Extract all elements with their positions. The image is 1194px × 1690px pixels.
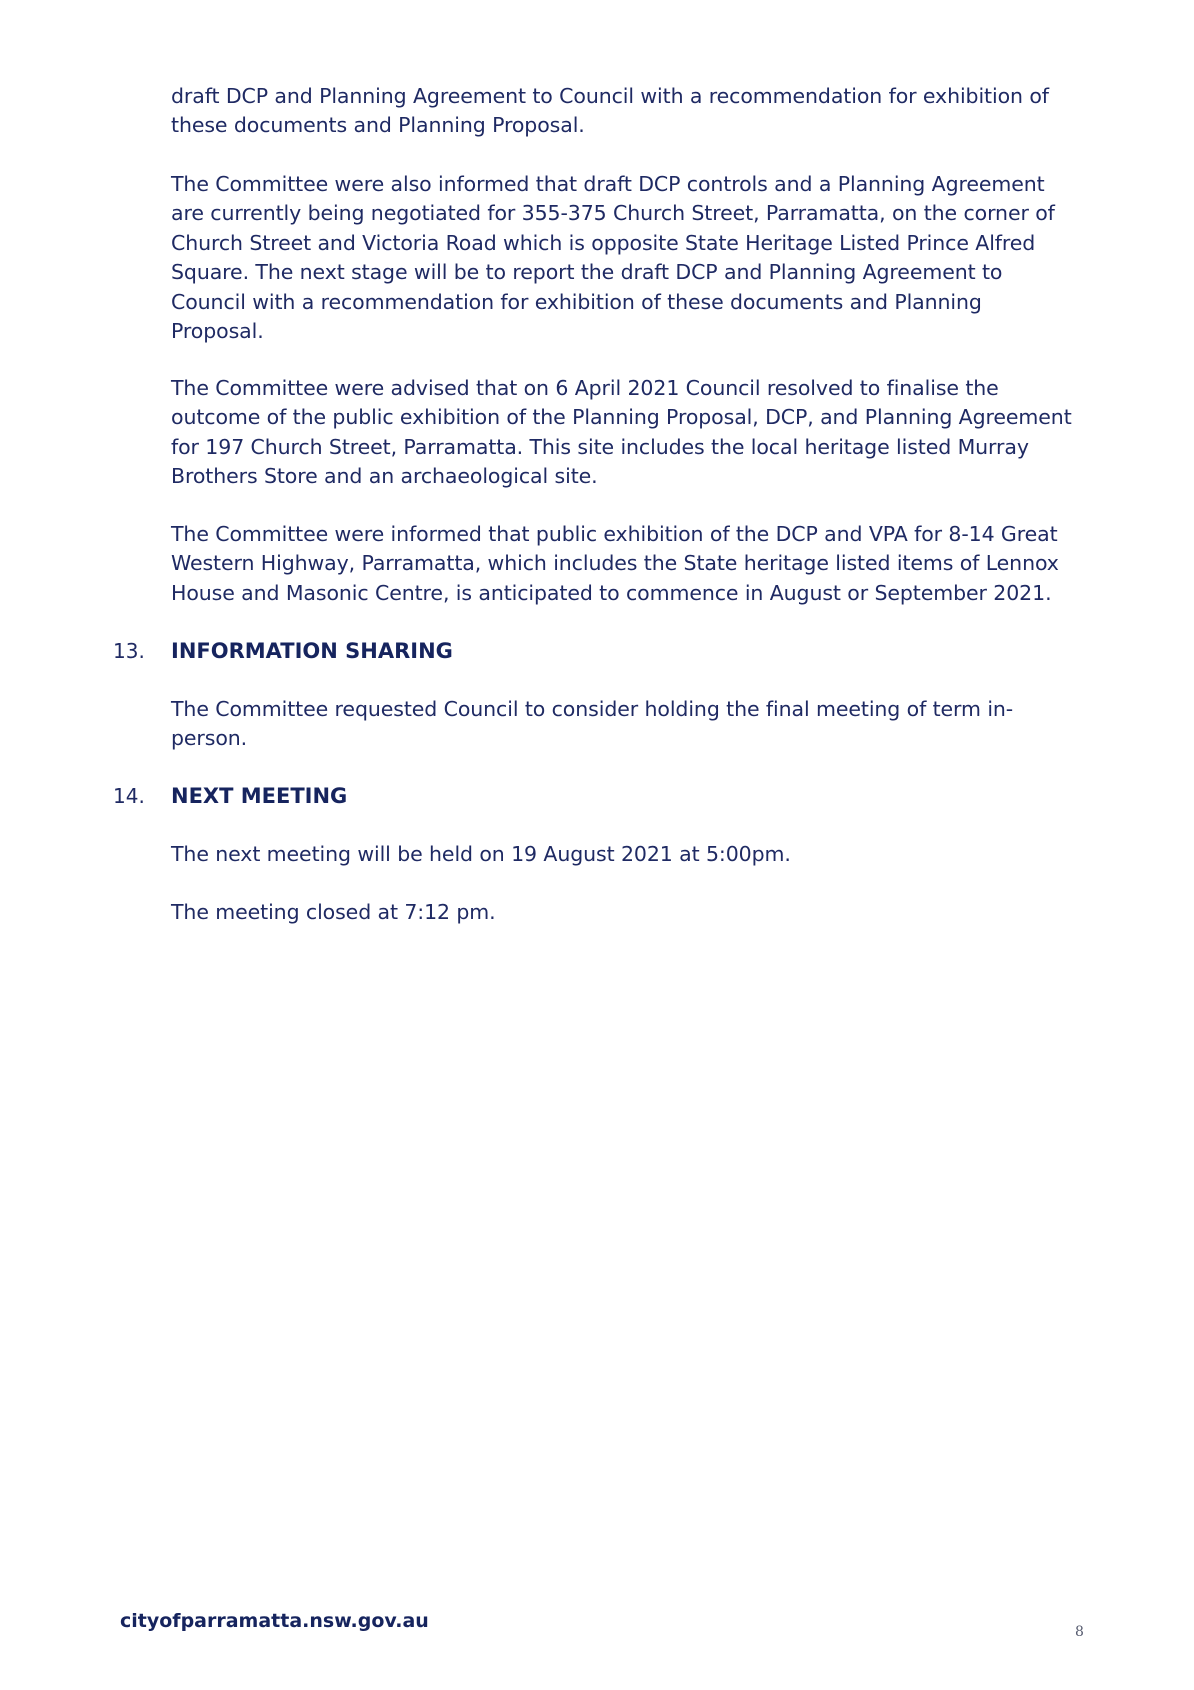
paragraph-line: Council with a recommendation for exhibition of these documents and Planning xyxy=(171,289,982,314)
paragraph-line: for 197 Church Street, Parramatta. This site includes the local heritage listed Murray xyxy=(171,434,1029,459)
paragraph-line: The Committee were also informed that draft DCP controls and a Planning Agreement xyxy=(171,172,1045,196)
paragraph-line: House and Masonic Centre, is anticipated to commence in August or September 2021. xyxy=(171,580,1052,605)
church-street-paragraph xyxy=(171,170,1091,346)
paragraph-line: The next meeting will be held on 19 August 2021 at 5:00pm. xyxy=(171,842,791,866)
paragraph-line: Square. The next stage will be to report the draft DCP and Planning Agreement to xyxy=(171,260,1003,285)
section-14-title: NEXT MEETING xyxy=(171,784,348,808)
section-14-number: 14. xyxy=(113,784,145,808)
section-13-number: 13. xyxy=(113,639,145,663)
paragraph-line: outcome of the public exhibition of the Planning Proposal, DCP, and Planning Agreement xyxy=(171,405,1072,430)
paragraph-line: The Committee requested Council to consider holding the final meeting of term in- xyxy=(171,697,1014,721)
intro-paragraph xyxy=(171,82,1091,141)
paragraph-line: Brothers Store and an archaeological site. xyxy=(171,464,598,489)
paragraph-line: Church Street and Victoria Road which is opposite State Heritage Listed Prince Alfred xyxy=(171,230,1036,255)
next-meeting-paragraph xyxy=(171,840,1091,869)
paragraph-line: The Committee were informed that public exhibition of the DCP and VPA for 8-14 Great xyxy=(171,522,1058,546)
paragraph-line: The meeting closed at 7:12 pm. xyxy=(171,900,496,924)
great-western-paragraph xyxy=(171,520,1091,608)
paragraph-line: are currently being negotiated for 355-375 Church Street, Parramatta, on the corner of xyxy=(171,201,1055,226)
section-13-title: INFORMATION SHARING xyxy=(171,639,453,663)
paragraph-line: draft DCP and Planning Agreement to Council with a recommendation for exhibition of xyxy=(171,84,1049,108)
paragraph-line: Proposal. xyxy=(171,319,264,344)
paragraph-line: these documents and Planning Proposal. xyxy=(171,113,585,138)
footer-website-link[interactable]: cityofparramatta.nsw.gov.au xyxy=(120,1610,429,1632)
information-sharing-paragraph xyxy=(171,695,1091,754)
paragraph-line: Western Highway, Parramatta, which includes the State heritage listed items of Lennox xyxy=(171,551,1059,576)
meeting-closed-paragraph xyxy=(171,898,1091,927)
paragraph-line: person. xyxy=(171,726,248,751)
197-church-paragraph xyxy=(171,374,1091,492)
paragraph-line: The Committee were advised that on 6 April 2021 Council resolved to finalise the xyxy=(171,376,999,400)
page-number: 8 xyxy=(1075,1624,1084,1640)
